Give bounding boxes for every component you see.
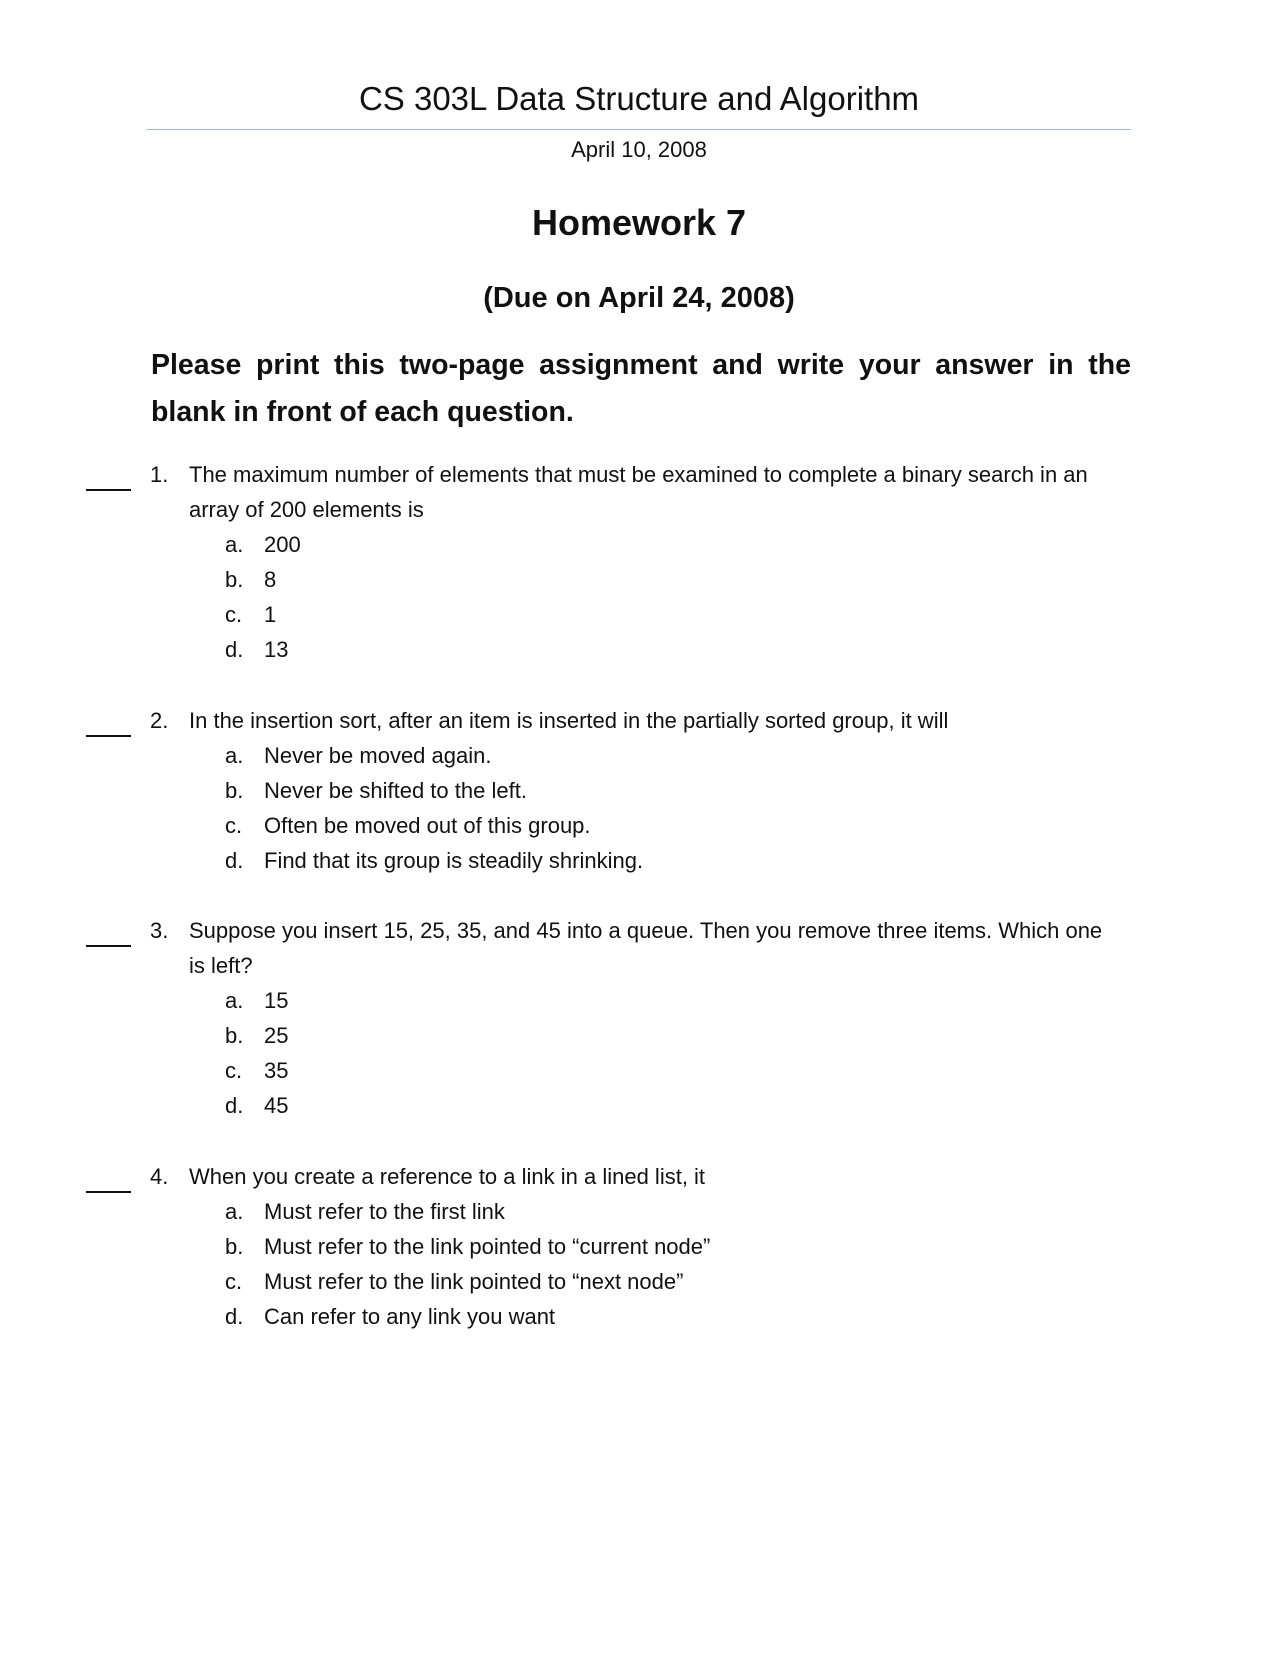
choice-letter: d. xyxy=(225,848,244,873)
choice-1b xyxy=(0,562,1280,597)
choice-3a xyxy=(0,983,1280,1018)
choice-text: Never be shifted to the left. xyxy=(264,778,527,803)
choice-4b xyxy=(0,1229,1280,1264)
choice-letter: c. xyxy=(225,813,243,838)
question-number: 4. xyxy=(150,1164,169,1189)
answer-blank-3[interactable] xyxy=(86,945,131,947)
choice-3c xyxy=(0,1053,1280,1088)
course-title: CS 303L Data Structure and Algorithm xyxy=(358,80,920,117)
question-number: 3. xyxy=(150,918,169,943)
choice-4c xyxy=(0,1264,1280,1299)
instructions: Please print this two-page assignment and write your answer in the blank in front of each question. xyxy=(151,349,1131,428)
choice-letter: c. xyxy=(225,602,243,627)
choice-text: 200 xyxy=(264,532,301,557)
choice-letter: b. xyxy=(225,778,244,803)
homework-title: Homework 7 xyxy=(531,202,747,243)
choice-letter: b. xyxy=(225,567,244,592)
question-number: 1. xyxy=(150,462,169,487)
choice-1d xyxy=(0,632,1280,667)
choice-text: 8 xyxy=(264,567,277,592)
choice-text: 25 xyxy=(264,1023,289,1048)
choice-text: Can refer to any link you want xyxy=(264,1304,556,1329)
choice-letter: c. xyxy=(225,1058,243,1083)
choice-3d xyxy=(0,1088,1280,1123)
question-text: In the insertion sort, after an item is inserted in the partially sorted group, it will xyxy=(189,708,949,733)
question-text: When you create a reference to a link in a lined list, it xyxy=(189,1164,706,1189)
choice-text: Must refer to the first link xyxy=(264,1199,505,1224)
question-text: The maximum number of elements that must be examined to complete a binary search in an array of 200 elements is xyxy=(189,462,1088,522)
choice-letter: a. xyxy=(225,988,244,1013)
due-date: (Due on April 24, 2008) xyxy=(483,282,795,314)
answer-blank-4[interactable] xyxy=(86,1191,131,1193)
answer-blank-1[interactable] xyxy=(86,489,131,491)
choice-4a xyxy=(0,1194,1280,1229)
question-number: 2. xyxy=(150,708,169,733)
choice-2d xyxy=(0,843,1280,878)
choice-text: 13 xyxy=(264,637,289,662)
choice-2c xyxy=(0,808,1280,843)
choice-text: 1 xyxy=(264,602,277,627)
choice-letter: a. xyxy=(225,743,244,768)
choice-text: Never be moved again. xyxy=(264,743,492,768)
choice-text: Often be moved out of this group. xyxy=(264,813,591,838)
choice-letter: b. xyxy=(225,1234,244,1259)
choice-text: 35 xyxy=(264,1058,289,1083)
choice-letter: c. xyxy=(225,1269,243,1294)
choice-letter: d. xyxy=(225,637,244,662)
header-divider xyxy=(147,129,1131,130)
answer-blank-2[interactable] xyxy=(86,735,131,737)
choice-text: Must refer to the link pointed to “current node” xyxy=(264,1234,711,1259)
choice-4d xyxy=(0,1299,1280,1334)
choice-text: Find that its group is steadily shrinking. xyxy=(264,848,644,873)
page-header xyxy=(147,74,1131,124)
choice-text: 45 xyxy=(264,1093,289,1118)
choice-2a xyxy=(0,738,1280,773)
choice-text: 15 xyxy=(264,988,289,1013)
choice-letter: d. xyxy=(225,1093,244,1118)
choice-letter: a. xyxy=(225,1199,244,1224)
choice-3b xyxy=(0,1018,1280,1053)
choice-letter: b. xyxy=(225,1023,244,1048)
choice-1c xyxy=(0,597,1280,632)
issue-date: April 10, 2008 xyxy=(571,137,707,162)
choice-text: Must refer to the link pointed to “next node” xyxy=(264,1269,684,1294)
question-text: Suppose you insert 15, 25, 35, and 45 into a queue. Then you remove three items. Which one is left? xyxy=(189,918,1103,978)
choice-letter: d. xyxy=(225,1304,244,1329)
choice-1a xyxy=(0,527,1280,562)
choice-2b xyxy=(0,773,1280,808)
choice-letter: a. xyxy=(225,532,244,557)
